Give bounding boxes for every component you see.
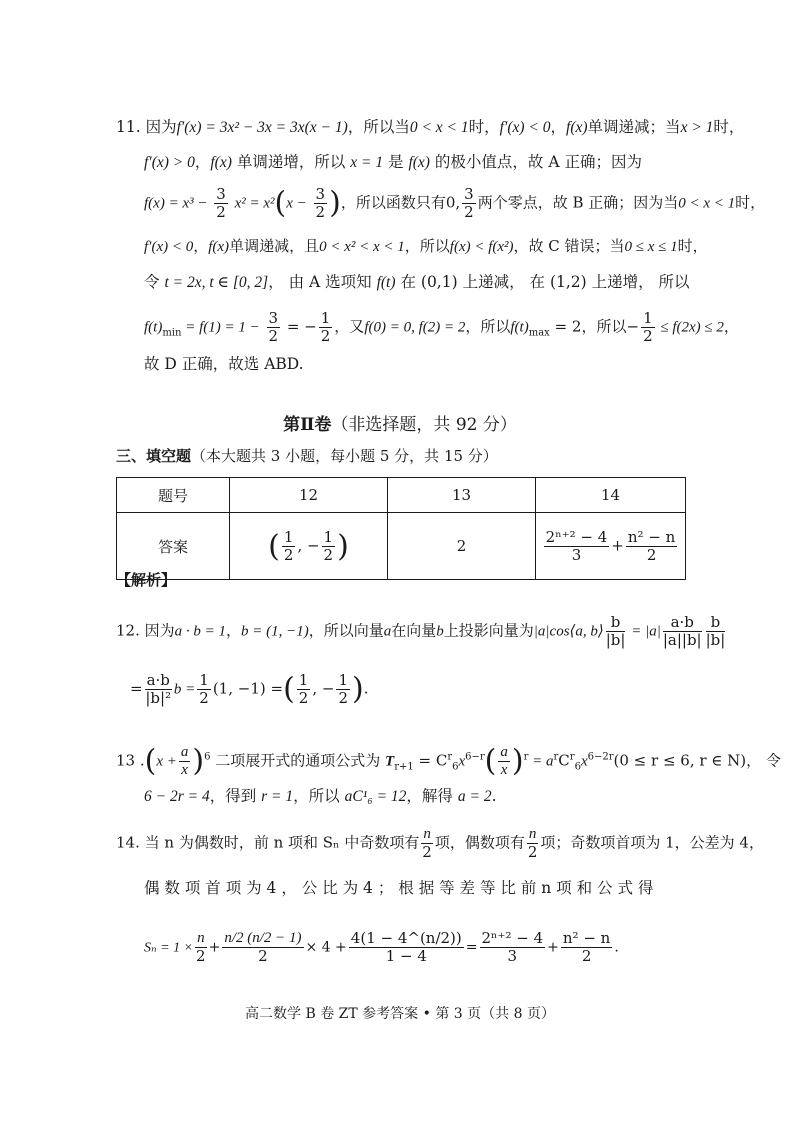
q11-math: = − [282, 317, 317, 336]
fill-in-heading-note: （本大题共 3 小题，每小题 5 分，共 15 分） [191, 447, 498, 465]
fraction-denominator: 2 [298, 689, 309, 707]
q11-line-7: 故 D 正确，故选 ABD. [144, 355, 304, 373]
q12-math: b [436, 623, 444, 640]
superscript: r [569, 751, 575, 763]
q11-math: f(x) [566, 119, 588, 136]
q13-math: 6 − 2r = 4 [144, 788, 210, 805]
q12-math: a [383, 623, 392, 640]
fraction [527, 826, 539, 861]
q11-text: ，故 C 错误；当 [513, 237, 625, 255]
fraction-numerator: 3 [268, 309, 279, 327]
fraction-numerator: 3 [216, 185, 226, 203]
fraction-denominator: 2 [268, 327, 279, 345]
q13-text: ，得到 [209, 787, 262, 805]
q13-math: T [385, 753, 395, 770]
q11-text: ， [550, 118, 567, 136]
q12-line-1 [116, 614, 727, 649]
answer-14-plus: + [611, 536, 624, 554]
answer-13: 2 [388, 513, 536, 580]
q12-math: b = [173, 681, 196, 698]
q11-math: x = 1 [350, 154, 384, 171]
q14-text: 14. 当 n 为偶数时，前 n 项和 Sₙ 中奇数项有 [116, 833, 420, 852]
q12-math: (1, −1) = [212, 679, 284, 698]
fraction [336, 672, 350, 707]
q11-math: t = 2x, t ∈ [0, 2] [164, 274, 269, 291]
fraction-numerator: a [180, 744, 189, 760]
q11-math: 0, [445, 193, 461, 212]
subscript: 6 [574, 761, 581, 773]
q11-math: ≤ f(2x) ≤ 2 [656, 319, 724, 336]
analysis-label: 【解析】 [116, 571, 177, 589]
fraction-denominator: |a||b| [662, 631, 702, 649]
q11-text: ， 由 A 选项知 [268, 273, 377, 291]
fraction-numerator: a·b [663, 614, 702, 632]
q11-text: 上递增， 所以 [586, 273, 690, 291]
q11-line-1 [116, 115, 744, 140]
fraction-numerator: b [606, 614, 626, 632]
fraction-numerator: 1 [643, 309, 653, 327]
fraction-numerator: 1 [320, 309, 331, 327]
fraction-denominator: 2 [320, 327, 331, 345]
fraction [349, 930, 464, 965]
q14-math: Sₙ = 1 × [144, 940, 194, 956]
fraction [314, 186, 328, 221]
fraction-numerator: n [528, 826, 537, 842]
table-row-label: 答案 [117, 513, 230, 580]
q11-math: f(x) [210, 154, 232, 171]
fraction [421, 826, 433, 861]
q11-text: 单调递减，且 [229, 237, 320, 255]
fraction-denominator: 2 [315, 203, 326, 221]
q14-text: 项，偶数项有 [434, 833, 525, 852]
q11-text: ， [194, 153, 211, 171]
right-paren: ) [192, 743, 205, 779]
left-paren: ( [484, 743, 497, 779]
fraction-denominator: 2 [527, 843, 538, 861]
q11-math: f(t) [510, 319, 529, 336]
fraction [195, 930, 207, 965]
q11-line-4 [144, 234, 708, 259]
q13-math: r = 1 [261, 788, 294, 805]
fraction-numerator: n² − n [627, 527, 676, 546]
q11-text: 时， [468, 118, 500, 136]
fraction [319, 310, 333, 345]
fraction-denominator: 2 [581, 947, 592, 965]
fraction-denominator: 2 [464, 203, 474, 221]
left-paren: ( [144, 743, 157, 779]
fraction-numerator: 2ⁿ⁺² − 4 [545, 527, 608, 546]
q11-math: f(0) = 0, f(2) = 2 [364, 319, 466, 336]
q12-text: 12. 因为 [116, 621, 175, 640]
q11-math: f(x) [408, 154, 430, 171]
page-footer: 高二数学 B 卷 ZT 参考答案 • 第 3 页（共 8 页） [245, 1006, 555, 1022]
fraction-denominator: 2 [643, 327, 653, 345]
fraction-numerator: b [706, 614, 726, 632]
answer-table [116, 477, 686, 580]
subscript: r+1 [394, 761, 414, 773]
q11-text: 时， [677, 237, 708, 255]
fraction-denominator: 1 − 4 [385, 947, 427, 965]
fraction-denominator: |b|² [145, 689, 172, 707]
q11-text: ， [723, 317, 739, 336]
fraction [606, 614, 626, 649]
q11-text: 上递减， 在 [457, 273, 550, 291]
q11-text: ，所以 [404, 237, 450, 255]
q11-line-6 [144, 310, 739, 346]
fraction-numerator: 1 [323, 527, 334, 546]
q13-math: = C [413, 751, 448, 770]
fraction [462, 186, 476, 221]
fraction-denominator: 3 [571, 545, 582, 564]
q14-text: 项；奇数项首项为 1，公差为 4， [540, 833, 764, 852]
left-paren: ( [268, 528, 280, 564]
q11-text: ，又 [334, 317, 365, 336]
fill-in-heading [116, 444, 498, 468]
fraction-numerator: n/2 (n/2 − 1) [224, 930, 302, 946]
superscript: 6−2r [587, 751, 614, 763]
q11-text: ，所以当 [347, 118, 410, 136]
q11-text: ，所以函数只有 [340, 193, 446, 212]
fraction-denominator: x [181, 762, 188, 778]
q11-math: = 2 [549, 317, 582, 336]
q11-math: (1,2) [549, 273, 587, 291]
q11-math: f(x) [208, 239, 230, 255]
q11-math: x − [286, 195, 307, 212]
section-title-note: （非选择题，共 92 分） [331, 415, 517, 435]
fraction-denominator: 2 [422, 843, 432, 861]
q12-math: = |a| [627, 623, 661, 640]
q12-math: |a|cos⟨a, b⟩ [533, 623, 604, 640]
q11-math: 0 ≤ x ≤ 1 [624, 239, 678, 255]
q14-math: + [547, 939, 559, 956]
fraction-denominator: |b| [605, 631, 626, 649]
right-paren: ) [511, 743, 524, 779]
fraction-numerator: a [500, 744, 508, 760]
q11-math: 0 < x² < x < 1 [319, 239, 405, 255]
superscript: r [447, 751, 453, 763]
fraction [214, 186, 228, 221]
fraction [222, 930, 303, 965]
fraction-numerator: 4(1 − 4^(n/2)) [350, 929, 462, 947]
q14-line-2: 偶 数 项 首 项 为 4 ， 公 比 为 4 ； 根 据 等 差 等 比 前 n 项 和 公 式 得 [144, 879, 654, 897]
superscript: 6−r [465, 751, 485, 763]
q12-text: ，所以向量 [308, 621, 384, 640]
left-paren: ( [274, 185, 287, 221]
q13-text: 二项展开式的通项公式为 [210, 751, 386, 770]
fraction [706, 614, 726, 649]
q11-text: 在 [395, 273, 421, 291]
fraction [480, 930, 546, 965]
fraction-numerator: n [423, 826, 431, 842]
fraction [544, 529, 610, 564]
q11-line-3 [144, 186, 765, 221]
subscript: 6 [452, 761, 459, 773]
right-paren: ) [337, 528, 349, 564]
fraction [145, 672, 172, 707]
q11-text: 时， [735, 193, 766, 212]
fraction-denominator: x [500, 762, 508, 778]
table-header-cell: 13 [388, 478, 536, 513]
q12-math: . [363, 679, 369, 698]
fraction [267, 310, 281, 345]
fraction-numerator: a·b [146, 671, 170, 689]
table-row [117, 513, 686, 580]
q11-text: 11. 因为 [116, 118, 177, 136]
superscript: r [553, 751, 559, 763]
fraction-denominator: 2 [216, 203, 226, 221]
q12-text: ， [226, 621, 242, 640]
q11-line-5 [144, 270, 690, 295]
q11-math: f(x) = x³ − [144, 195, 208, 212]
fraction [322, 529, 336, 564]
left-paren: ( [283, 671, 295, 707]
fraction-numerator: 1 [283, 527, 294, 546]
q12-math: b = (1, −1) [241, 623, 309, 640]
table-header-row [117, 478, 686, 513]
q11-text: 单调递减；当 [587, 118, 681, 136]
q11-math: x² = x² [234, 195, 275, 212]
q11-math: f(t) [144, 319, 163, 336]
q11-line-2 [144, 150, 642, 175]
q12-text: 上投影向量为 [443, 621, 534, 640]
q11-math: 0 < x < 1 [678, 195, 736, 212]
fraction-denominator: 2 [338, 689, 348, 707]
q11-math: 0 < x < 1 [409, 119, 469, 136]
section-title [0, 410, 800, 435]
fraction-denominator: 2 [258, 947, 268, 965]
table-header-cell: 12 [230, 478, 388, 513]
fraction [282, 529, 296, 564]
q13-math: x [458, 753, 466, 770]
section-title-main: 第Ⅱ卷 [283, 415, 332, 435]
q14-math: = [465, 939, 478, 956]
q13-math: = a [528, 753, 554, 770]
fraction-denominator: 2 [196, 947, 206, 965]
fraction [498, 744, 510, 779]
q13-text: . [491, 787, 497, 805]
subscript-max: max [528, 327, 550, 339]
fraction-numerator: 1 [338, 671, 348, 689]
q12-math: = [130, 679, 143, 698]
fraction [297, 672, 311, 707]
q12-math: , − [312, 679, 335, 698]
right-paren: ) [329, 185, 341, 221]
fill-in-heading-title: 三、填空题 [116, 447, 192, 465]
q11-text: ，所以 [465, 317, 511, 336]
q13-math: (0 ≤ r ≤ 6, r ∈ N) [613, 751, 747, 770]
q11-math: f′(x) < 0 [144, 239, 194, 255]
right-paren: ) [351, 671, 364, 707]
q14-math: × 4 + [305, 939, 347, 956]
fraction [663, 614, 702, 649]
q11-text: 令 [144, 273, 165, 291]
q11-text: 单调递增，所以 [231, 153, 351, 171]
q13-line-1 [116, 744, 781, 780]
fraction-numerator: 3 [315, 185, 326, 203]
q14-line-1 [116, 826, 764, 861]
exponent: r [523, 751, 529, 763]
answer-12-sep: , − [297, 536, 320, 554]
fraction-numerator: 3 [464, 185, 474, 203]
q13-line-2 [144, 784, 497, 809]
q13-math: x [580, 753, 588, 770]
fraction-numerator: n² − n [562, 929, 611, 947]
q13-text: 13 . [116, 751, 145, 770]
q13-text: ，解得 [406, 787, 458, 805]
q14-math: . [614, 939, 619, 956]
q11-math: f′(x) = 3x² − 3x = 3x(x − 1) [176, 119, 348, 136]
q11-text: ， [193, 237, 209, 255]
fraction-numerator: 1 [298, 671, 309, 689]
answer-14 [536, 513, 686, 580]
q11-math: x > 1 [680, 119, 714, 136]
q11-text: 两个零点，故 B 正确；因为当 [477, 193, 679, 212]
q11-math: f(x) < f(x²) [449, 239, 514, 255]
fraction [626, 529, 677, 564]
fraction-denominator: |b| [705, 631, 726, 649]
q13-text: ，所以 [293, 787, 345, 805]
q11-text: 的极小值点，故 A 正确；因为 [429, 153, 642, 171]
fraction-denominator: 2 [199, 689, 209, 707]
table-header-cell: 题号 [117, 478, 230, 513]
q11-math: f′(x) > 0 [144, 154, 195, 171]
table-header-cell: 14 [536, 478, 686, 513]
q11-math: (0,1) [420, 273, 458, 291]
q13-math: aC¹₆ = 12 [344, 788, 407, 805]
fraction-denominator: 2 [323, 545, 334, 564]
subscript-min: min [162, 327, 182, 339]
q14-line-3 [144, 930, 619, 965]
q14-math: + [208, 939, 221, 956]
q11-text: 是 [383, 153, 409, 171]
exponent: 6 [204, 751, 211, 763]
fraction-denominator: 2 [646, 545, 657, 564]
q13-math: x + [156, 753, 177, 770]
fraction-numerator: 1 [199, 671, 209, 689]
q13-math: C [558, 751, 570, 770]
q11-math: = f(1) = 1 − [181, 319, 260, 336]
q11-text: ，所以 [581, 317, 627, 336]
fraction-denominator: 2 [283, 545, 294, 564]
answer-12 [230, 513, 388, 580]
q11-text: 时， [713, 118, 745, 136]
fraction-numerator: n [197, 930, 205, 946]
q13-text: ， 令 [746, 751, 781, 770]
q12-math: a · b = 1 [174, 623, 226, 640]
fraction [197, 672, 211, 707]
q11-math: − [626, 317, 640, 336]
q13-math: a = 2 [457, 788, 492, 805]
q12-text: 在向量 [391, 621, 437, 640]
q11-math: f(t) [376, 274, 396, 291]
q11-math: f′(x) < 0 [499, 119, 551, 136]
q12-line-2 [130, 672, 368, 707]
fraction-numerator: 2ⁿ⁺² − 4 [481, 929, 544, 947]
fraction-denominator: 3 [507, 947, 518, 965]
fraction [179, 744, 191, 779]
fraction [641, 310, 655, 345]
fraction [561, 930, 612, 965]
